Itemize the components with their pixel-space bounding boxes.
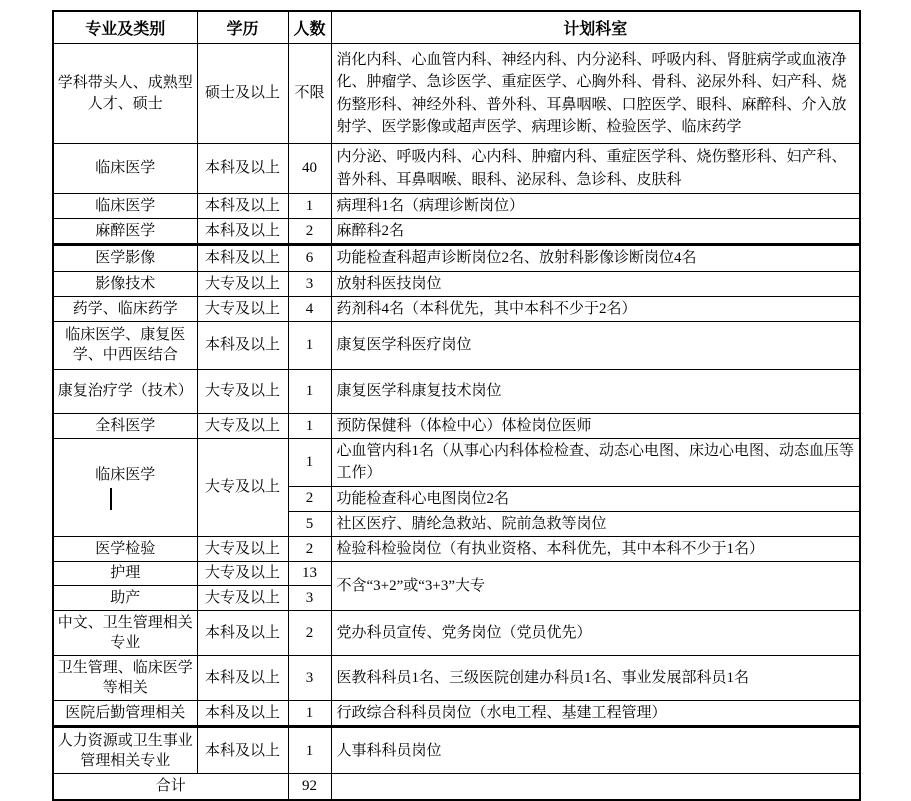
- cell-major: 临床医学: [53, 194, 197, 219]
- cell-dept: 麻醉科2名: [331, 219, 860, 245]
- total-count-cell: 92: [288, 774, 331, 800]
- cell-major: 影像技术: [53, 271, 197, 296]
- table-row: [53, 369, 860, 413]
- total-label-cell: 合计: [53, 774, 288, 800]
- cell-major: 医院后勤管理相关: [53, 701, 197, 727]
- text-cursor: [110, 488, 112, 510]
- cell-major: 助产: [53, 586, 197, 611]
- cell-dept: 放射科医技岗位: [331, 271, 860, 296]
- cell-degree: 大专及以上: [197, 271, 288, 296]
- cell-major: 临床医学、康复医学、中西医结合: [53, 321, 197, 369]
- table-row: [53, 656, 860, 701]
- cell-major: 护理: [53, 562, 197, 586]
- cell-count: 3: [288, 656, 331, 701]
- column-header-count: 人数: [288, 11, 331, 44]
- cell-degree: 本科及以上: [197, 321, 288, 369]
- cell-count: 3: [288, 586, 331, 611]
- table-row: [53, 44, 860, 144]
- table-row: [53, 296, 860, 321]
- table-row: [53, 321, 860, 369]
- cell-major: 中文、卫生管理相关专业: [53, 611, 197, 656]
- cell-degree: 本科及以上: [197, 219, 288, 245]
- cell-count: 不限: [288, 44, 331, 144]
- cell-dept: 行政综合科科员岗位（水电工程、基建工程管理）: [331, 701, 860, 727]
- cell-degree: 大专及以上: [197, 586, 288, 611]
- cell-degree: 硕士及以上: [197, 44, 288, 144]
- table-row: [53, 701, 860, 727]
- recruitment-plan-table: [52, 10, 861, 801]
- cell-major: 学科带头人、成熟型人才、硕士: [53, 44, 197, 144]
- cell-dept: 医教科科员1名、三级医院创建办科员1名、事业发展部科员1名: [331, 656, 860, 701]
- cell-major: 医学检验: [53, 536, 197, 561]
- cell-major: 全科医学: [53, 413, 197, 438]
- cell-major: 临床医学: [53, 144, 197, 194]
- cell-degree: 本科及以上: [197, 245, 288, 271]
- cell-major-label: 临床医学: [95, 466, 156, 483]
- cell-dept: 检验科检验岗位（有执业资格、本科优先，其中本科不少于1名）: [331, 536, 860, 561]
- table-row: [53, 245, 860, 271]
- cell-dept: 消化内科、心血管内科、神经内科、内分泌科、呼吸内科、肾脏病学或血液净化、肿瘤学、急诊医学、重症医学、心胸外科、骨科、泌尿外科、妇产科、烧伤整形科、神经外科、普外科、耳鼻咽喉、口腔医学、眼科、麻醉科、介入放射学、医学影像或超声医学、病理诊断、检验医学、临床药学: [331, 44, 860, 144]
- cell-dept: 社区医疗、腈纶急救站、院前急救等岗位: [331, 511, 860, 536]
- cell-count: 1: [288, 321, 331, 369]
- cell-major: 医学影像: [53, 245, 197, 271]
- cell-count: 2: [288, 486, 331, 511]
- cell-degree: 本科及以上: [197, 701, 288, 727]
- cell-count: 40: [288, 144, 331, 194]
- cell-dept: 康复医学科医疗岗位: [331, 321, 860, 369]
- cell-degree: 本科及以上: [197, 144, 288, 194]
- cell-degree: 本科及以上: [197, 194, 288, 219]
- column-header-dept: 计划科室: [331, 11, 860, 44]
- table-row: [53, 536, 860, 561]
- cell-count: 5: [288, 511, 331, 536]
- cell-count: 2: [288, 219, 331, 245]
- cell-count: 1: [288, 439, 331, 486]
- cell-count: 6: [288, 245, 331, 271]
- cell-major: 麻醉医学: [53, 219, 197, 245]
- cell-degree: 大专及以上: [197, 536, 288, 561]
- cell-degree: 大专及以上: [197, 562, 288, 586]
- cell-major: 药学、临床药学: [53, 296, 197, 321]
- table-row: [53, 562, 860, 586]
- cell-count: 3: [288, 271, 331, 296]
- table-row: [53, 611, 860, 656]
- table-row: [53, 194, 860, 219]
- cell-dept-merged: 不含“3+2”或“3+3”大专: [331, 562, 860, 611]
- table-row: [53, 144, 860, 194]
- table-row: [53, 413, 860, 438]
- cell-dept: 党办科员宣传、党务岗位（党员优先）: [331, 611, 860, 656]
- cell-count: 1: [288, 369, 331, 413]
- cell-dept: 预防保健科（体检中心）体检岗位医师: [331, 413, 860, 438]
- cell-major: 人力资源或卫生事业管理相关专业: [53, 727, 197, 774]
- cell-dept: 内分泌、呼吸内科、心内科、肿瘤内科、重症医学科、烧伤整形科、妇产科、普外科、耳鼻咽喉、眼科、泌尿科、急诊科、皮肤科: [331, 144, 860, 194]
- cell-degree: 本科及以上: [197, 611, 288, 656]
- cell-count: 2: [288, 536, 331, 561]
- total-row: [53, 774, 860, 800]
- cell-count: 4: [288, 296, 331, 321]
- cell-dept: 功能检查科超声诊断岗位2名、放射科影像诊断岗位4名: [331, 245, 860, 271]
- table-row: [53, 219, 860, 245]
- cell-major: 卫生管理、临床医学等相关: [53, 656, 197, 701]
- cell-degree: 大专及以上: [197, 296, 288, 321]
- cell-dept: 心血管内科1名（从事心内科体检检查、动态心电图、床边心电图、动态血压等工作）: [331, 439, 860, 486]
- cell-count: 1: [288, 701, 331, 727]
- cell-count: 1: [288, 727, 331, 774]
- cell-degree: 本科及以上: [197, 727, 288, 774]
- header-row: [53, 11, 860, 44]
- cell-degree: 大专及以上: [197, 369, 288, 413]
- total-dept-cell: [331, 774, 860, 800]
- cell-dept: 康复医学科康复技术岗位: [331, 369, 860, 413]
- table-row: [53, 727, 860, 774]
- cell-count: 13: [288, 562, 331, 586]
- cell-degree-merged: 大专及以上: [197, 439, 288, 537]
- column-header-degree: 学历: [197, 11, 288, 44]
- column-header-major: 专业及类别: [53, 11, 197, 44]
- cell-count: 2: [288, 611, 331, 656]
- cell-count: 1: [288, 194, 331, 219]
- cell-degree: 大专及以上: [197, 413, 288, 438]
- cell-dept: 功能检查科心电图岗位2名: [331, 486, 860, 511]
- cell-degree: 本科及以上: [197, 656, 288, 701]
- cell-major: 康复治疗学（技术）: [53, 369, 197, 413]
- cell-dept: 人事科科员岗位: [331, 727, 860, 774]
- cell-dept: 药剂科4名（本科优先，其中本科不少于2名）: [331, 296, 860, 321]
- cell-major-merged: [53, 439, 197, 537]
- cell-dept: 病理科1名（病理诊断岗位）: [331, 194, 860, 219]
- cell-count: 1: [288, 413, 331, 438]
- table-row: [53, 439, 860, 486]
- table-row: [53, 271, 860, 296]
